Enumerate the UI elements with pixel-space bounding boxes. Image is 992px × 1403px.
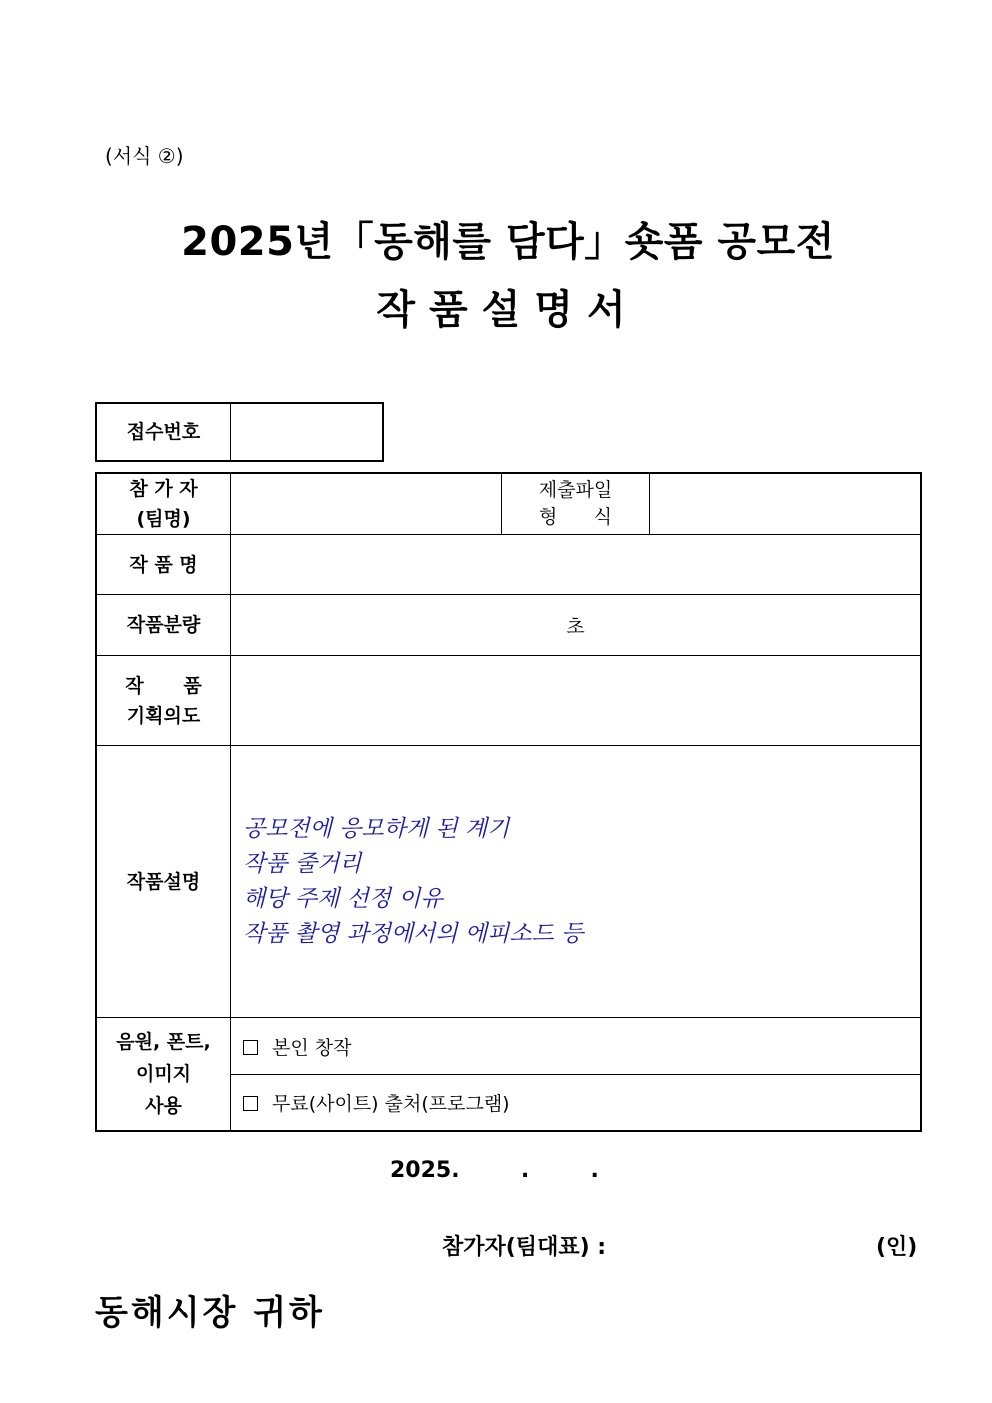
assets-option-original[interactable] [231,1018,922,1075]
file-format-field[interactable] [650,473,922,535]
planning-intent-label-line1: 작 품 [125,674,202,697]
file-format-label-line2: 형 식 [539,506,612,528]
assets-usage-label-line1: 음원, 폰트, [116,1030,211,1053]
file-format-label [502,473,650,535]
seconds-unit: 초 [566,615,585,638]
recipient: 동해시장 귀하 [95,1293,325,1333]
assets-option-free[interactable] [231,1075,922,1131]
work-length-label: 작품분량 [96,595,231,656]
description-guide-line: 해당 주제 선정 이유 [243,885,443,912]
assets-option-original-label: 본인 창작 [272,1036,352,1059]
checkbox-original[interactable] [243,1040,258,1055]
work-length-field[interactable] [231,595,922,656]
description-guide-line: 작품 줄거리 [243,850,362,877]
entry-form-table [95,472,922,1132]
form-number-label: (서식 ②) [105,144,184,168]
document-title: 2025년「동해를 담다」숏폼 공모전 [181,219,835,265]
planning-intent-label [96,656,231,746]
document-subtitle: 작품설명서 [376,287,640,333]
submission-date: 2025. . . [390,1158,599,1183]
assets-usage-label [96,1018,231,1131]
participant-label-line1: 참 가 자 [129,478,198,500]
assets-usage-label-line2: 이미지 [135,1062,192,1085]
description-guide-line: 공모전에 응모하게 된 계기 [243,815,510,842]
reception-number-table [95,402,384,462]
participant-field[interactable] [231,473,502,535]
work-description-label: 작품설명 [96,746,231,1018]
seal-mark: (인) [876,1235,918,1260]
checkbox-free[interactable] [243,1096,258,1111]
planning-intent-field[interactable] [231,656,922,746]
description-guide-line: 작품 촬영 과정에서의 에피소드 등 [243,920,584,947]
work-title-label: 작 품 명 [96,535,231,595]
work-description-field[interactable] [231,746,922,1018]
signer-label: 참가자(팀대표) : [442,1235,607,1260]
participant-label [96,473,231,535]
participant-label-line2: (팀명) [136,508,191,530]
assets-usage-label-line3: 사용 [145,1094,182,1117]
planning-intent-label-line2: 기획의도 [126,704,201,727]
file-format-label-line1: 제출파일 [538,479,613,501]
work-title-field[interactable] [231,535,922,595]
reception-number-field[interactable] [231,403,384,461]
reception-number-label: 접수번호 [96,403,231,461]
assets-option-free-label: 무료(사이트) 출처(프로그램) [272,1092,510,1115]
